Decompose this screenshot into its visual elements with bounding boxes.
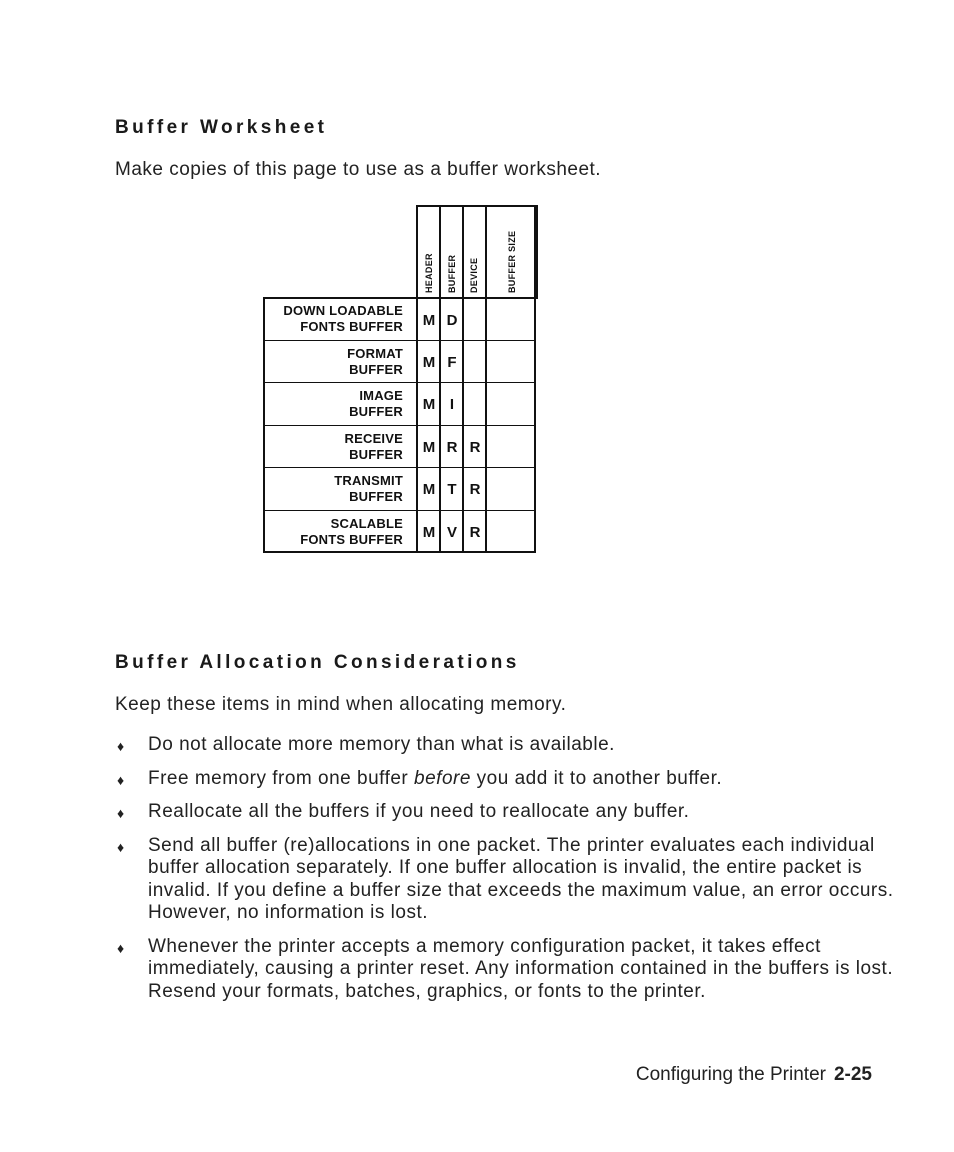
cell-header: M: [422, 312, 436, 329]
section-heading-buffer-worksheet: Buffer Worksheet: [115, 117, 328, 138]
grid-line: [263, 551, 536, 553]
row-label-format: FORMAT BUFFER: [347, 346, 403, 377]
list-item: ♦ Reallocate all the buffers if you need to reallocate any buffer.: [115, 801, 895, 824]
grid-line: [263, 340, 536, 341]
grid-line: [263, 297, 536, 299]
diamond-bullet-icon: ♦: [117, 805, 125, 821]
column-header-device: DEVICE: [469, 257, 479, 293]
cell-buffer: I: [449, 396, 455, 413]
cell-device: R: [469, 481, 481, 498]
cell-device: R: [469, 524, 481, 541]
list-item: ♦ Send all buffer (re)allocations in one packet. The printer evaluates each individual buffer allocation separately. If one buffer allocation is invalid, the entire packet is invalid. If you define a buffer size that exceeds the maximum value, an error occurs. However, no information is lost.: [117, 834, 894, 923]
allocation-intro: Keep these items in mind when allocating memory.: [115, 694, 567, 715]
diamond-bullet-icon: ♦: [117, 738, 125, 754]
grid-line: [263, 467, 536, 468]
cell-buffer: R: [446, 439, 458, 456]
grid-line: [263, 425, 536, 426]
page-footer: [636, 1064, 872, 1086]
list-item: ♦ Do not allocate more memory than what is available.: [115, 734, 895, 757]
grid-line: [439, 205, 441, 553]
column-header-buffer: BUFFER: [447, 254, 457, 293]
worksheet-intro: Make copies of this page to use as a buffer worksheet.: [115, 159, 602, 180]
cell-header: M: [422, 524, 436, 541]
cell-buffer: D: [446, 312, 458, 329]
considerations-list: [115, 734, 895, 1003]
diamond-bullet-icon: ♦: [117, 838, 125, 855]
footer-chapter: Configuring the Printer: [635, 1064, 826, 1085]
column-header-header: HEADER: [424, 253, 434, 293]
diamond-bullet-icon: ♦: [117, 939, 125, 956]
list-item: ♦ Free memory from one buffer before you add it to another buffer.: [115, 768, 895, 791]
row-label-scalable: SCALABLE FONTS BUFFER: [300, 516, 403, 547]
section-heading-buffer-allocation: Buffer Allocation Considerations: [115, 652, 520, 673]
grid-line: [534, 205, 536, 553]
row-label-down-loadable: DOWN LOADABLE FONTS BUFFER: [283, 303, 403, 334]
row-label-receive: RECEIVE BUFFER: [344, 431, 403, 462]
column-header-buffer-size: BUFFER SIZE: [507, 230, 517, 293]
cell-buffer: V: [446, 524, 457, 541]
row-label-transmit: TRANSMIT BUFFER: [334, 473, 403, 504]
cell-device: R: [469, 439, 481, 456]
cell-buffer: F: [447, 354, 457, 371]
cell-header: M: [422, 354, 436, 371]
footer-page-number: 2-25: [833, 1064, 872, 1085]
grid-line: [263, 382, 536, 383]
diamond-bullet-icon: ♦: [117, 771, 125, 788]
buffer-worksheet-table: [263, 205, 536, 553]
cell-header: M: [422, 396, 436, 413]
cell-header: M: [422, 439, 436, 456]
grid-line: [462, 205, 464, 553]
cell-buffer: T: [447, 481, 457, 498]
list-item: ♦ Whenever the printer accepts a memory configuration packet, it takes effect immediately, causing a printer reset. Any information contained in the buffers is lost. Resend your formats, batches, graphics, or fonts to the printer.: [117, 935, 894, 1002]
cell-header: M: [422, 481, 436, 498]
row-label-image: IMAGE BUFFER: [349, 388, 403, 419]
grid-line: [485, 205, 487, 553]
grid-line: [263, 510, 536, 511]
